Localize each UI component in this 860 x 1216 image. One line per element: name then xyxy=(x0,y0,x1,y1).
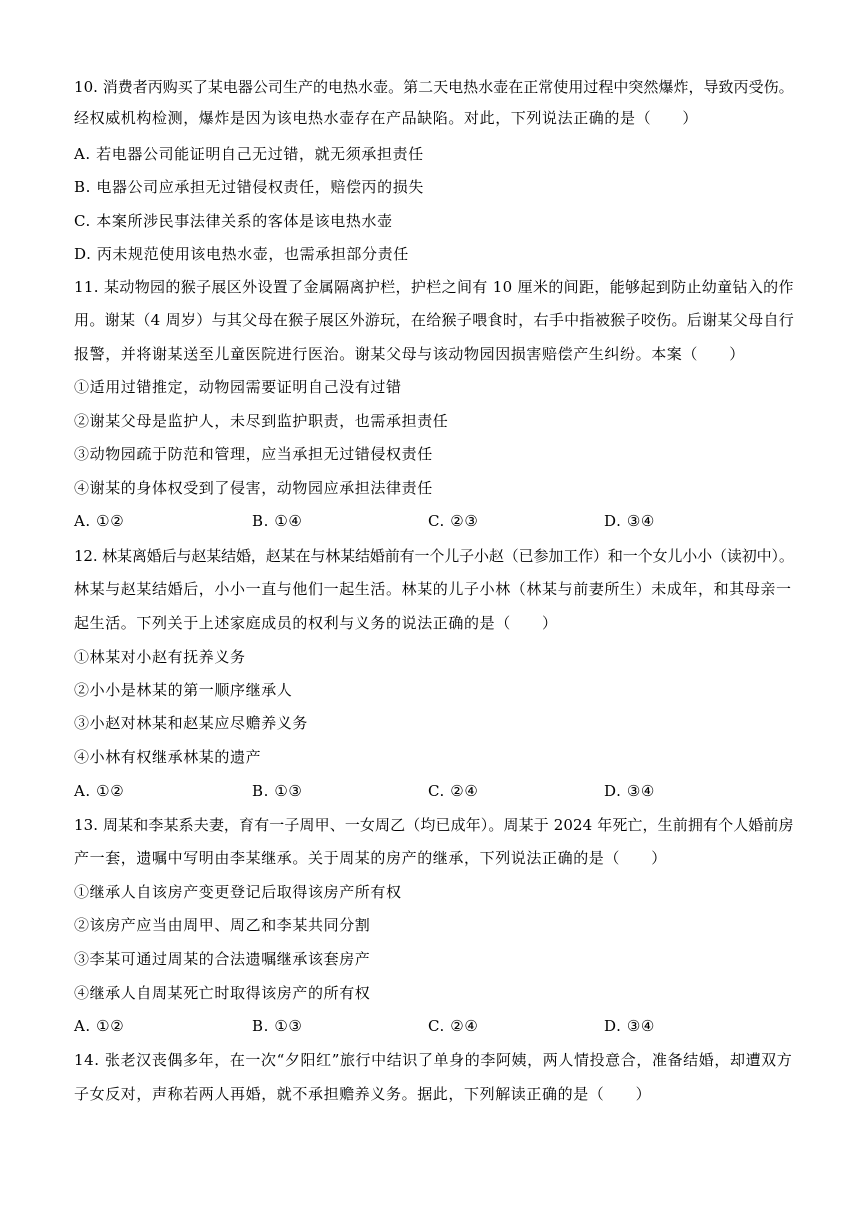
statement-1: ①林某对小赵有抚养义务 xyxy=(74,648,246,666)
option-c: C. ②④ xyxy=(428,782,479,800)
option-a: A. ①② xyxy=(74,782,125,800)
question-stem: 11. 某动物园的猴子展区外设置了金属隔离护栏，护栏之间有 10 厘米的间距，能够起到防止幼童钻入的作 xyxy=(74,278,794,296)
statement-1: ①适用过错推定，动物园需要证明自己没有过错 xyxy=(74,378,402,396)
option-b: B. ①③ xyxy=(252,782,303,800)
question-stem: 报警，并将谢某送至儿童医院进行医治。谢某父母与该动物园因损害赔偿产生纠纷。本案（ ） xyxy=(74,345,745,363)
statement-3: ③小赵对林某和赵某应尽赡养义务 xyxy=(74,714,309,732)
question-stem: 产一套，遗嘱中写明由李某继承。关于周某的房产的继承，下列说法正确的是（ ） xyxy=(74,849,667,867)
option-c: C. ②④ xyxy=(428,1017,479,1035)
statement-3: ③动物园疏于防范和管理，应当承担无过错侵权责任 xyxy=(74,445,433,463)
statement-2: ②该房产应当由周甲、周乙和李某共同分割 xyxy=(74,916,371,934)
question-stem: 用。谢某（4 周岁）与其父母在猴子展区外游玩，在给猴子喂食时，右手中指被猴子咬伤。后谢某父母自行 xyxy=(74,311,795,329)
statement-3: ③李某可通过周某的合法遗嘱继承该套房产 xyxy=(74,950,371,968)
question-stem: 10. 消费者丙购买了某电器公司生产的电热水壶。第二天电热水壶在正常使用过程中突然爆炸，导致丙受伤。 xyxy=(74,78,794,96)
option-d: D. ③④ xyxy=(604,512,655,530)
question-stem: 起生活。下列关于上述家庭成员的权利与义务的说法正确的是（ ） xyxy=(74,614,558,632)
statement-1: ①继承人自该房产变更登记后取得该房产所有权 xyxy=(74,883,402,901)
option-b: B. ①③ xyxy=(252,1017,303,1035)
question-stem: 12. 林某离婚后与赵某结婚，赵某在与林某结婚前有一个儿子小赵（已参加工作）和一个女儿小小（读初中）。 xyxy=(74,547,794,565)
question-stem: 13. 周某和李某系夫妻，育有一子周甲、一女周乙（均已成年）。周某于 2024 年死亡，生前拥有个人婚前房 xyxy=(74,816,794,834)
choice-c: C. 本案所涉民事法律关系的客体是该电热水壶 xyxy=(74,212,393,230)
question-stem: 林某与赵某结婚后，小小一直与他们一起生活。林某的儿子小林（林某与前妻所生）未成年，和其母亲一 xyxy=(74,580,792,598)
answer-options xyxy=(74,1016,794,1036)
choice-a: A. 若电器公司能证明自己无过错，就无须承担责任 xyxy=(74,145,424,163)
statement-4: ④小林有权继承林某的遗产 xyxy=(74,748,262,766)
statement-4: ④谢某的身体权受到了侵害，动物园应承担法律责任 xyxy=(74,479,433,497)
option-c: C. ②③ xyxy=(428,512,479,530)
choice-b: B. 电器公司应承担无过错侵权责任，赔偿丙的损失 xyxy=(74,178,424,196)
option-d: D. ③④ xyxy=(604,1017,655,1035)
answer-options xyxy=(74,781,794,801)
statement-4: ④继承人自周某死亡时取得该房产的所有权 xyxy=(74,984,371,1002)
answer-options xyxy=(74,511,794,531)
option-a: A. ①② xyxy=(74,512,125,530)
question-stem: 子女反对，声称若两人再婚，就不承担赡养义务。据此，下列解读正确的是（ ） xyxy=(74,1085,652,1103)
option-b: B. ①④ xyxy=(252,512,303,530)
choice-d: D. 丙未规范使用该电热水壶，也需承担部分责任 xyxy=(74,245,409,263)
question-stem: 14. 张老汉丧偶多年，在一次“夕阳红”旅行中结识了单身的李阿姨，两人情投意合，准备结婚，却遭双方 xyxy=(74,1051,793,1069)
option-d: D. ③④ xyxy=(604,782,655,800)
option-a: A. ①② xyxy=(74,1017,125,1035)
statement-2: ②谢某父母是监护人，未尽到监护职责，也需承担责任 xyxy=(74,412,449,430)
question-stem: 经权威机构检测，爆炸是因为该电热水壶存在产品缺陷。对此，下列说法正确的是（ ） xyxy=(74,109,699,127)
statement-2: ②小小是林某的第一顺序继承人 xyxy=(74,681,293,699)
